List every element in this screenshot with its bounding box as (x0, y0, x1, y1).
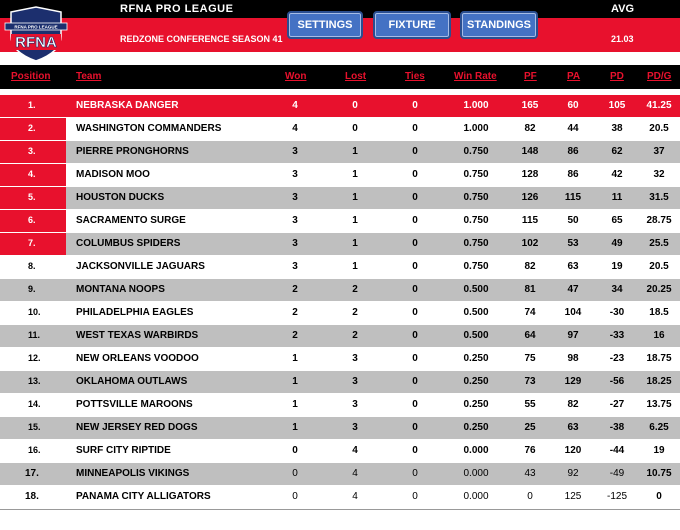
pdg-cell: 41.25 (646, 100, 672, 111)
position-cell: 8. (28, 261, 36, 271)
team-cell: JACKSONVILLE JAGUARS (76, 261, 205, 272)
pd-cell: -27 (609, 399, 625, 410)
team-cell: NEW JERSEY RED DOGS (76, 422, 198, 433)
pdg-cell: 37 (653, 146, 665, 157)
rate-cell: 0.750 (463, 215, 489, 226)
position-cell: 6. (28, 215, 36, 225)
pa-cell: 82 (567, 399, 579, 410)
won-cell: 4 (292, 100, 298, 111)
won-cell: 1 (292, 399, 298, 410)
table-row[interactable] (0, 417, 680, 440)
pf-cell: 102 (521, 238, 539, 249)
pa-cell: 104 (564, 307, 582, 318)
lost-cell: 1 (352, 215, 358, 226)
won-cell: 2 (292, 330, 298, 341)
table-row[interactable] (0, 440, 680, 463)
pf-cell: 75 (524, 353, 536, 364)
won-cell: 3 (292, 146, 298, 157)
ties-cell: 0 (412, 169, 418, 180)
team-cell: HOUSTON DUCKS (76, 192, 165, 203)
pa-cell: 86 (567, 169, 579, 180)
lost-cell: 3 (352, 353, 358, 364)
pf-cell: 82 (524, 123, 536, 134)
position-cell: 5. (28, 192, 36, 202)
won-cell: 1 (292, 353, 298, 364)
lost-cell: 1 (352, 169, 358, 180)
position-cell: 9. (28, 284, 36, 294)
pd-cell: 42 (611, 169, 623, 180)
lost-cell: 4 (352, 468, 358, 479)
team-cell: MINNEAPOLIS VIKINGS (76, 468, 190, 479)
pf-cell: 74 (524, 307, 536, 318)
won-cell: 3 (292, 238, 298, 249)
col-header-pd[interactable]: PD (610, 71, 624, 82)
pd-cell: 38 (611, 123, 623, 134)
table-row[interactable] (0, 141, 680, 164)
pd-cell: 62 (611, 146, 623, 157)
lost-cell: 4 (352, 445, 358, 456)
pdg-cell: 16 (653, 330, 665, 341)
pa-cell: 97 (567, 330, 579, 341)
team-cell: POTTSVILLE MAROONS (76, 399, 193, 410)
team-cell: PANAMA CITY ALLIGATORS (76, 491, 211, 502)
team-cell: NEW ORLEANS VOODOO (76, 353, 199, 364)
won-cell: 0 (292, 468, 298, 479)
ties-cell: 0 (412, 399, 418, 410)
pd-cell: 11 (611, 192, 623, 203)
won-cell: 4 (292, 123, 298, 134)
rate-cell: 1.000 (463, 123, 489, 134)
team-cell: PIERRE PRONGHORNS (76, 146, 189, 157)
lost-cell: 1 (352, 261, 358, 272)
position-cell: 15. (28, 422, 41, 432)
won-cell: 3 (292, 215, 298, 226)
col-header-won[interactable]: Won (285, 71, 307, 82)
ties-cell: 0 (412, 261, 418, 272)
ties-cell: 0 (412, 123, 418, 134)
pf-cell: 115 (521, 215, 539, 226)
lost-cell: 3 (352, 399, 358, 410)
rate-cell: 0.000 (463, 468, 489, 479)
position-cell: 1. (28, 100, 36, 110)
col-header-win-rate[interactable]: Win Rate (454, 71, 497, 82)
won-cell: 1 (292, 376, 298, 387)
pa-cell: 115 (564, 192, 582, 203)
pf-cell: 25 (524, 422, 536, 433)
won-cell: 3 (292, 192, 298, 203)
lost-cell: 3 (352, 422, 358, 433)
lost-cell: 1 (352, 192, 358, 203)
pd-cell: -33 (609, 330, 625, 341)
team-cell: WEST TEXAS WARBIRDS (76, 330, 199, 341)
ties-cell: 0 (412, 307, 418, 318)
won-cell: 1 (292, 422, 298, 433)
logo-text: RFNA (15, 34, 57, 51)
ties-cell: 0 (412, 100, 418, 111)
pdg-cell: 19 (653, 445, 665, 456)
table-row[interactable] (0, 233, 680, 256)
col-header-pf[interactable]: PF (524, 71, 537, 82)
pdg-cell: 32 (653, 169, 665, 180)
ties-cell: 0 (412, 284, 418, 295)
pa-cell: 63 (567, 261, 579, 272)
table-header (0, 65, 680, 89)
pf-cell: 82 (524, 261, 536, 272)
table-row[interactable] (0, 164, 680, 187)
table-row[interactable] (0, 210, 680, 233)
position-cell: 7. (28, 238, 36, 248)
lost-cell: 1 (352, 238, 358, 249)
pa-cell: 60 (567, 100, 579, 111)
pd-cell: -38 (609, 422, 625, 433)
pa-cell: 129 (564, 376, 582, 387)
col-header-lost[interactable]: Lost (345, 71, 367, 82)
col-header-pa[interactable]: PA (567, 71, 581, 82)
avg-value: 21.03 (611, 34, 634, 44)
pa-cell: 120 (564, 445, 582, 456)
rate-cell: 0.250 (463, 353, 489, 364)
pd-cell: 19 (611, 261, 623, 272)
conference-title: REDZONE CONFERENCE SEASON 41 (120, 34, 283, 44)
position-cell: 13. (28, 376, 41, 386)
ties-cell: 0 (412, 192, 418, 203)
pdg-cell: 31.5 (649, 192, 669, 203)
won-cell: 3 (292, 261, 298, 272)
lost-cell: 2 (352, 330, 358, 341)
pf-cell: 165 (521, 100, 539, 111)
table-row[interactable] (0, 118, 680, 141)
team-cell: SURF CITY RIPTIDE (76, 445, 171, 456)
fixture-button[interactable]: FIXTURE (373, 11, 451, 39)
pa-cell: 53 (567, 238, 579, 249)
pa-cell: 63 (567, 422, 579, 433)
team-cell: WASHINGTON COMMANDERS (76, 123, 222, 134)
pdg-cell: 0 (656, 491, 662, 502)
standings-button[interactable]: STANDINGS (460, 11, 538, 39)
pf-cell: 76 (524, 445, 536, 456)
pd-cell: 49 (611, 238, 623, 249)
settings-button[interactable]: SETTINGS (287, 11, 363, 39)
table-row[interactable] (0, 256, 680, 279)
won-cell: 0 (292, 445, 298, 456)
pa-cell: 92 (567, 468, 579, 479)
team-cell: MONTANA NOOPS (76, 284, 165, 295)
pdg-cell: 10.75 (646, 468, 672, 479)
pf-cell: 81 (524, 284, 536, 295)
won-cell: 2 (292, 284, 298, 295)
table-row[interactable] (0, 279, 680, 302)
table-row[interactable] (0, 463, 680, 486)
ties-cell: 0 (412, 445, 418, 456)
rate-cell: 0.750 (463, 169, 489, 180)
pdg-cell: 18.75 (646, 353, 672, 364)
rate-cell: 0.250 (463, 376, 489, 387)
position-cell: 10. (28, 307, 41, 317)
pf-cell: 73 (524, 376, 536, 387)
col-header-ties[interactable]: Ties (405, 71, 425, 82)
rate-cell: 1.000 (463, 100, 489, 111)
team-cell: OKLAHOMA OUTLAWS (76, 376, 188, 387)
pdg-cell: 20.5 (649, 261, 669, 272)
rate-cell: 0.250 (463, 399, 489, 410)
position-cell: 2. (28, 123, 36, 133)
table-row[interactable] (0, 95, 680, 118)
table-row[interactable] (0, 394, 680, 417)
table-row[interactable] (0, 486, 680, 509)
position-cell: 17. (25, 468, 39, 479)
ties-cell: 0 (412, 491, 418, 502)
lost-cell: 3 (352, 376, 358, 387)
pa-cell: 86 (567, 146, 579, 157)
position-cell: 4. (28, 169, 36, 179)
pd-cell: -49 (609, 468, 625, 479)
pa-cell: 50 (567, 215, 579, 226)
avg-label: AVG (611, 3, 635, 15)
rate-cell: 0.000 (463, 445, 489, 456)
pdg-cell: 6.25 (649, 422, 669, 433)
pf-cell: 128 (521, 169, 539, 180)
pd-cell: -23 (609, 353, 625, 364)
ties-cell: 0 (412, 215, 418, 226)
rate-cell: 0.500 (463, 284, 489, 295)
pa-cell: 47 (567, 284, 579, 295)
ties-cell: 0 (412, 468, 418, 479)
pdg-cell: 20.5 (649, 123, 669, 134)
rate-cell: 0.750 (463, 192, 489, 203)
rate-cell: 0.000 (463, 491, 489, 502)
team-cell: MADISON MOO (76, 169, 150, 180)
ties-cell: 0 (412, 353, 418, 364)
col-header-pdg[interactable]: PD/G (647, 71, 672, 82)
rate-cell: 0.750 (463, 146, 489, 157)
table-row[interactable] (0, 187, 680, 210)
position-cell: 11. (28, 330, 41, 340)
rate-cell: 0.750 (463, 261, 489, 272)
pa-cell: 44 (567, 123, 579, 134)
pa-cell: 125 (564, 491, 582, 502)
pd-cell: -56 (609, 376, 625, 387)
logo-ribbon-text: RFNA PRO LEAGUE (14, 24, 58, 30)
lost-cell: 2 (352, 284, 358, 295)
pa-cell: 98 (567, 353, 579, 364)
table-row[interactable] (0, 302, 680, 325)
lost-cell: 4 (352, 491, 358, 502)
team-cell: COLUMBUS SPIDERS (76, 238, 181, 249)
rfna-logo (3, 6, 69, 62)
table-row[interactable] (0, 348, 680, 371)
pdg-cell: 28.75 (646, 215, 672, 226)
pf-cell: 64 (524, 330, 536, 341)
pdg-cell: 20.25 (646, 284, 672, 295)
col-header-team[interactable]: Team (76, 71, 102, 82)
won-cell: 0 (292, 491, 298, 502)
pdg-cell: 18.25 (646, 376, 672, 387)
table-row[interactable] (0, 371, 680, 394)
ties-cell: 0 (412, 422, 418, 433)
pd-cell: -44 (609, 445, 625, 456)
rate-cell: 0.750 (463, 238, 489, 249)
team-cell: NEBRASKA DANGER (76, 100, 179, 111)
position-cell: 14. (28, 399, 41, 409)
position-cell: 3. (28, 146, 36, 156)
lost-cell: 2 (352, 307, 358, 318)
pd-cell: 65 (611, 215, 623, 226)
lost-cell: 0 (352, 100, 358, 111)
pd-cell: 34 (611, 284, 623, 295)
ties-cell: 0 (412, 146, 418, 157)
pf-cell: 43 (524, 468, 536, 479)
pd-cell: 105 (608, 100, 626, 111)
ties-cell: 0 (412, 376, 418, 387)
position-cell: 16. (28, 445, 41, 455)
pf-cell: 126 (521, 192, 539, 203)
pdg-cell: 25.5 (649, 238, 669, 249)
pf-cell: 55 (524, 399, 536, 410)
team-cell: PHILADELPHIA EAGLES (76, 307, 194, 318)
table-row[interactable] (0, 325, 680, 348)
pd-cell: -125 (606, 491, 628, 502)
team-cell: SACRAMENTO SURGE (76, 215, 186, 226)
pf-cell: 148 (521, 146, 539, 157)
table-bottom-line (0, 509, 680, 510)
rate-cell: 0.500 (463, 307, 489, 318)
position-cell: 18. (25, 491, 39, 502)
pf-cell: 0 (527, 491, 533, 502)
rate-cell: 0.250 (463, 422, 489, 433)
position-cell: 12. (28, 353, 41, 363)
lost-cell: 0 (352, 123, 358, 134)
rate-cell: 0.500 (463, 330, 489, 341)
league-title: RFNA PRO LEAGUE (120, 3, 234, 15)
pdg-cell: 18.5 (649, 307, 669, 318)
won-cell: 3 (292, 169, 298, 180)
won-cell: 2 (292, 307, 298, 318)
lost-cell: 1 (352, 146, 358, 157)
col-header-position[interactable]: Position (11, 71, 51, 82)
pdg-cell: 13.75 (646, 399, 672, 410)
ties-cell: 0 (412, 330, 418, 341)
ties-cell: 0 (412, 238, 418, 249)
pd-cell: -30 (609, 307, 625, 318)
